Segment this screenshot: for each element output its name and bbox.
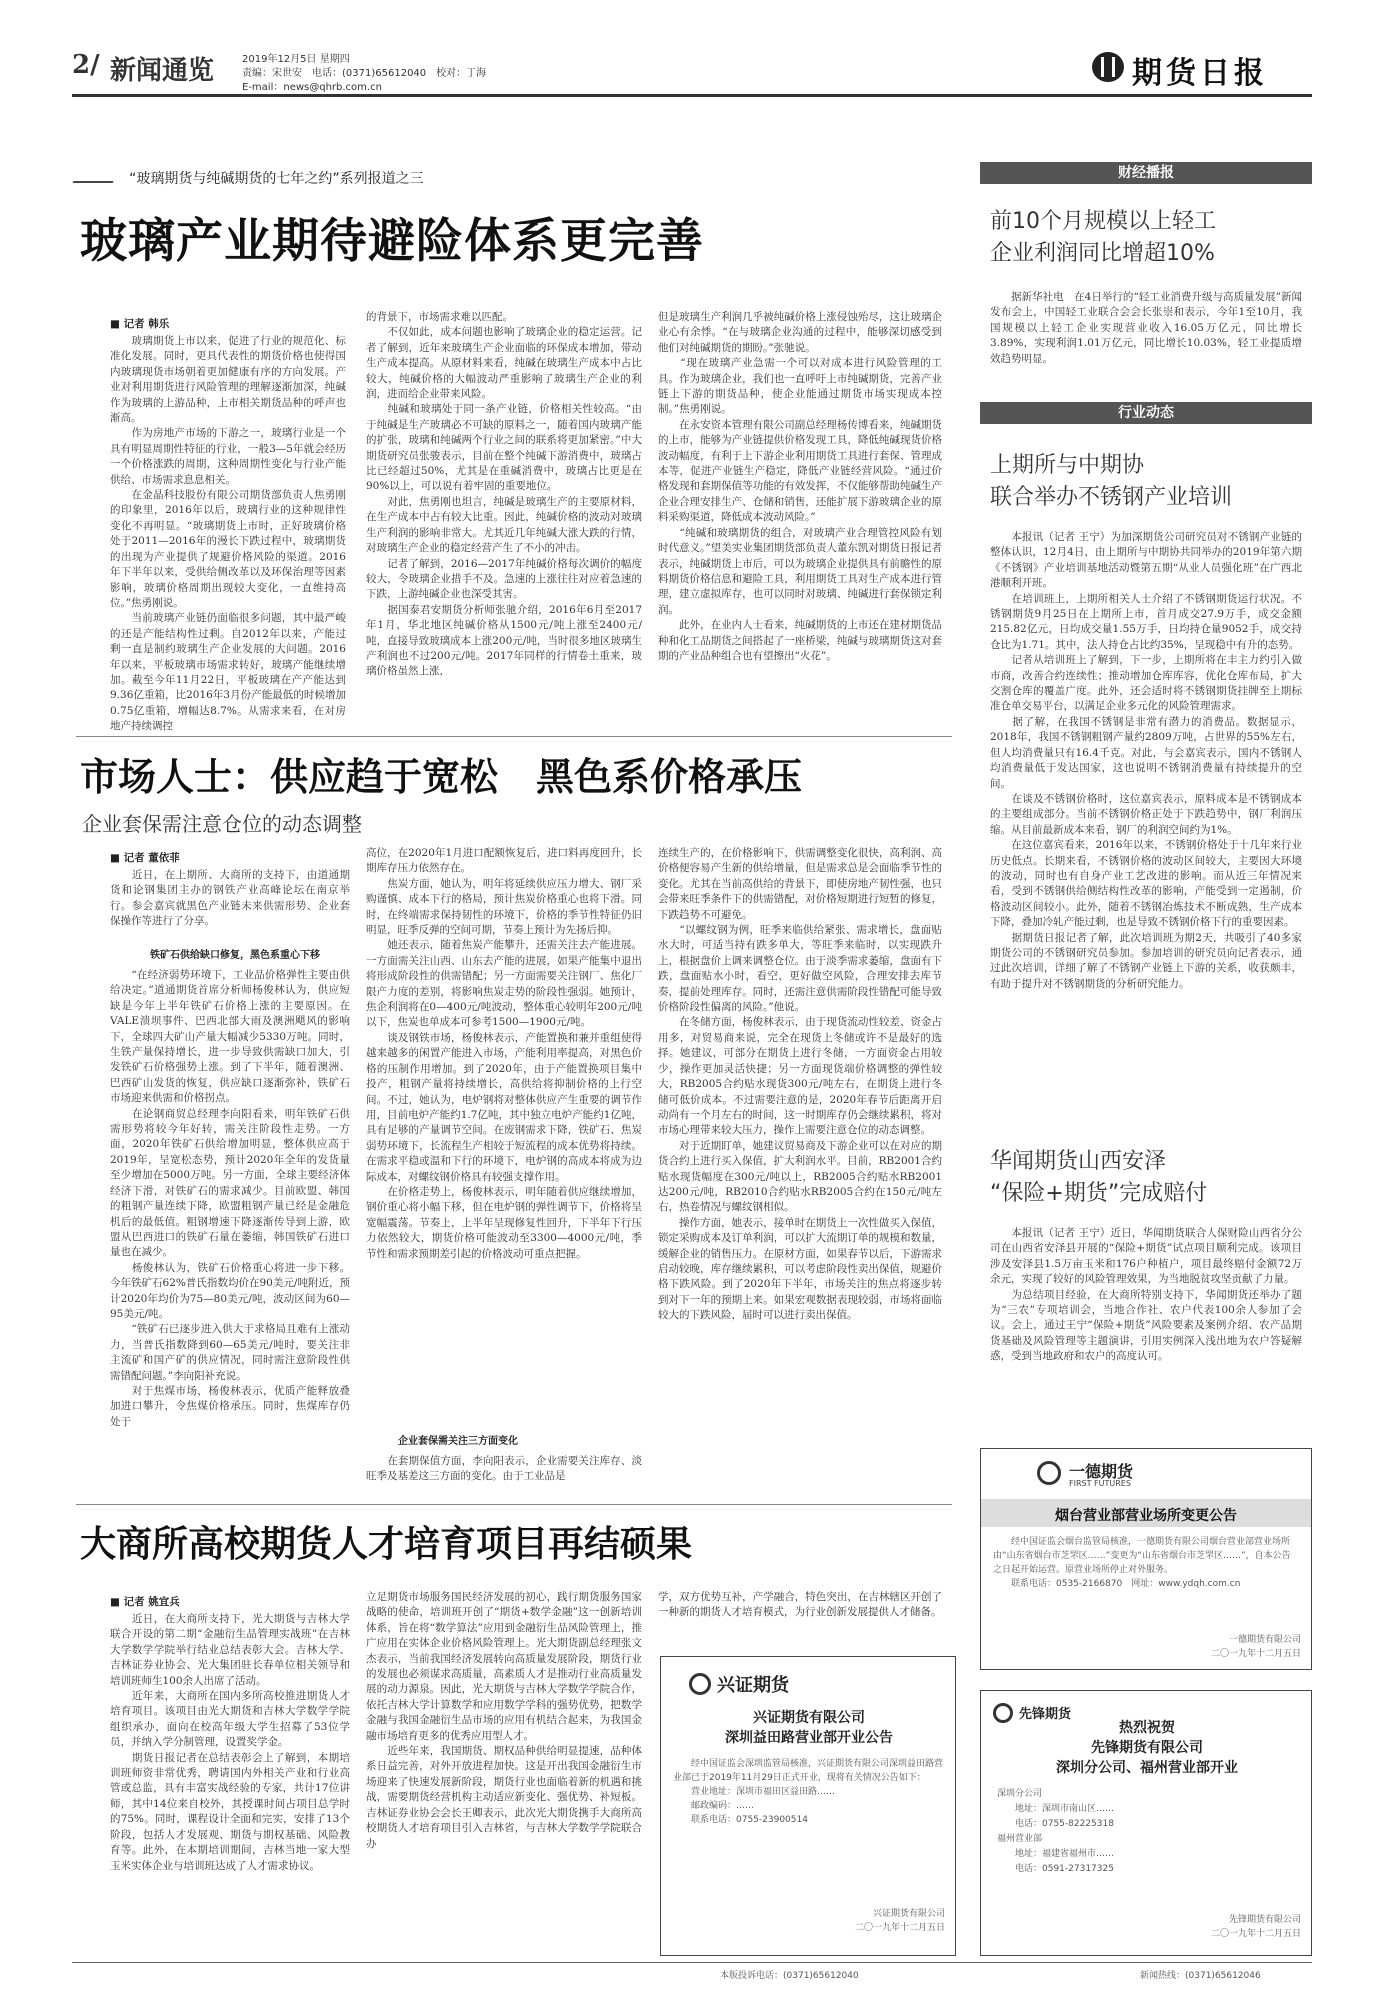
sidebar-title3a: 华闻期货山西安泽 <box>990 1149 1167 1174</box>
article1-col1: 玻璃期货上市以来，促进了行业的规范化、标准化发展。同时，更具代表性的期货价格也使得国内玻璃现货市场朝着更加健康有序的方向发展。产业对利用期货进行风险管理的理解逐渐加深，纯碱作为玻璃的上游品种，上市相关期货品种的呼声也渐高。 作为房地产市场的下游之一，玻璃行业是一个具有明显周期性特征的行业，一般3—5年就会经历一个价格涨跌的周期，这种周期性变化与行业产能供给、市场需求息息相关。 在金晶科技股份有限公司期货部负责人焦勇刚的印象里，2016年以后，玻璃行业的这种规律性变化不再明显。“玻璃期货上市时，正好玻璃价格处于2011—2016年的漫长下跌过程中，玻璃期货的出现为产业提供了规避价格风险的渠道。2016年下半年以来，受供给侧改革以及环保治理等因素影响，玻璃价格周期出现较大变化，一直维持高位。”焦勇刚说。 当前玻璃产业链仍面临很多问题，其中最严峻的还是产能结构性过剩。自2012年以来，产能过剩一直是制约玻璃生产企业发展的大问题。2016年以来，平板玻璃市场需求转好，玻璃产能继续增加。截至今年11月22日，平板玻璃在产产能达到9.36亿重箱，比2016年3月份产能最低的时候增加0.75亿重箱，增幅达8.7%。从需求来看，在对房地产持续调控 <box>110 335 346 733</box>
sidebar-body2: 本报讯（记者 王宁）为加深期货公司研究员对不锈钢产业链的整体认识，12月4日，由上期所与中期协共同举办的2019年第六期《不锈钢》产业培训基地活动暨第五期“从业人员强化班”在广西北港顺利开班。 在培训班上，上期所相关人士介绍了不锈钢期货运行状况。不锈钢期货9月25日在上期所上市，首月成交27.9万手，成交金额215.82亿元，日均成交量1.55万手，日均持仓量9052手，成交持仓比为1.71。其中，法人持仓占比约35%，呈现稳中有升的态势。 记者从培训班上了解到，下一步，上期所将在丰主力约引入做市商，改善合约连续性；推动增加仓库库容，优化仓库布局，扩大交割仓库的覆盖广度。此外，还会适时将不锈钢期货挂牌至上期标准仓单交易平台，以满足企业多元化的风险管理需求。 据了解，在我国不锈钢是非常有潜力的消费品。数据显示，2018年，我国不锈钢粗钢产量约2809万吨，占世界的55%左右，但人均消费量只有16.4千克。对此，与会嘉宾表示，国内不锈钢人均消费量低于发达国家，这也说明不锈钢消费量有持续提升的空间。 在谈及不锈钢价格时，这位嘉宾表示，原料成本是不锈钢成本的主要组成部分。当前不锈钢价格正处于下跌趋势中，钢厂利润压缩。从目前最新成本来看，钢厂的利润空间约为1%。 在这位嘉宾看来，2016年以来，不锈钢价格处于十几年来行业历史低点。长期来看，不锈钢价格的波动区间较大，主要因大环境的波动，同时也有自身产业工艺改进的影响。而从近三年情况来看，受到不锈钢供给侧结构性改革的影响，产能受到一定遏制，价格波动区间较小。此外，随着不锈钢冶炼技术不断成熟，生产成本下降，叠加冷轧产能过剩，也是导致不锈钢价格下行的重要因素。 据期货日报记者了解，此次培训班为期2天，共吸引了40多家期货公司的不锈钢研究员参加。参加培训的研究员向记者表示，通过此次培训，详细了解了不锈钢产业链上下游的关系，收获颇丰，有助于提升对不锈钢期货的分析研究能力。 <box>990 531 1302 990</box>
sidebar-header-industry: 行业动态 <box>980 402 1312 424</box>
xingzheng-ad <box>660 1656 956 1956</box>
xingzheng-title1: 兴证期货有限公司 <box>753 1710 865 1726</box>
xianfeng-body: 深圳分公司 地址：深圳市南山区…… 电话：0755-82225318 福州营业部 地址：福建省福州市…… 电话：0591-27317325 <box>997 1789 1115 1874</box>
sidebar-title1a: 前10个月规模以上轻工 <box>990 209 1216 234</box>
yide-ad <box>980 1448 1312 1670</box>
date-line: 2019年12月5日 星期四 <box>242 54 350 65</box>
article1-byline: ■ 记者 韩乐 <box>110 318 170 330</box>
article2-subhead2: 企业套保需关注三方面变化 <box>398 1436 518 1447</box>
article2-subtitle: 企业套保需注意仓位的动态调整 <box>82 812 362 836</box>
section-name: 新闻通览 <box>110 56 215 86</box>
article3-headline: 大商所高校期货人才培育项目再结硕果 <box>80 1523 693 1565</box>
xingzheng-body: 经中国证监会深圳监管局核准，兴证期货有限公司深圳益田路营业部已于2019年11月29日正式开业，现将有关情况公告如下： 营业地址：深圳市福田区益田路…… 邮政编码：…… 联系电话：0755-23900514 <box>673 1759 944 1825</box>
article2-col2b: 在套期保值方面，李向阳表示，企业需要关注库存、淡旺季及基差这三方面的变化。由于工业品是 <box>366 1455 642 1483</box>
article2-col3: 连续生产的，在价格影响下，供需调整变化很快，高利润、高价格便容易产生新的供给增量，但是需求总是会面临季节性的变化。尤其在当前高供给的背景下，即使房地产韧性强，也只会带来旺季条件下的供需错配，对价格短期进行短暂的修复，下跌趋势不可避免。 “以螺纹钢为例，旺季来临供给紧张、需求增长，盘面贴水大时，可适当持有跌多单大，等旺季来临时，以实现跌升上，根据盘价上调来调整仓位。由于淡季需求萎缩，盘面有下跌，盘面贴水小时，看空，更好做空风险，合理安排去库节奏，提前处理库存。同时，还需注意供需阶段性错配可能导致价格阶段性偏离的风险。”他说。 在冬储方面，杨俊林表示，由于现货流动性较差、资金占用多，对贸易商来说，完全在现货上冬储或许不是最好的选择。她建议，可部分在期货上进行冬储，一方面资金占用较少，操作更加灵活快捷；另一方面现货端价格调整的弹性较大，RB2005合约贴水现货300元/吨左右，在期货上进行冬储可低价成本。不过需要注意的是，2020年春节后距离开启动尚有一个月左右的时间，这一时期库存仍会继续累积，将对市场心理带来较大压力，操作上需要注意仓位的动态调整。 对于近期盯单，她建议贸易商及下游企业可以在对应的期货合约上进行买入保值，扩大利润水平。目前，RB2001合约贴水现货幅度在300元/吨以上，RB2005合约贴水RB2001达200元/吨，RB2010合约贴水RB2005合约在150元/吨左右，热卷情况与螺纹钢相似。 操作方面，她表示，接单时在期货上一次性做买入保值，锁定采购成本及订单利润，可以扩大流期订单的规模和数量，缓解企业的销售压力。在原材方面，如果春节以后，下游需求启动较晚，库存继续累积，可以考虑阶段性卖出保值，规避价格下跌风险。到了2020年下半年，市场关注的焦点将逐步转到对下一年的预期上来。如果宏观数据表现较弱，市场将面临较大的下跌风险，届时可以进行卖出保值。 <box>658 847 942 1322</box>
article3-col2: 立足期货市场服务国民经济发展的初心，践行期货服务国家战略的使命，培训班开创了“期货+数学金融”这一创新培训体系，旨在将“数学算法”应用到金融衍生品风险管理上，推广应用在实体企业价格风险管理上。光大期货副总经理张文杰表示，当前我国经济发展转向高质量发展阶段，期货行业的发展也必须谋求高质量，高素质人才是推动行业高质量发展的动力源泉。因此，光大期货与吉林大学数学学院合作，依托吉林大学计算数学和应用数学学科的强势优势，把数学金融与我国金融衍生品市场的应用有机结合起来，为我国金融市场培育更多的优秀应用型人才。 近些年来，我国期货、期权品种供给明显提速，品种体系日益完善，对外开放进程加快。这是开出我国金融衍生市场迎来了快速发展新阶段，期货行业也面临着新的机遇和挑战，需要期货经营机构主动适应新变化、强优势、补短板。吉林证券业协会会长王卿表示，此次光大期货携手大商所高校期货人才培育项目引入吉林省，与吉林大学数学学院联合办 <box>366 1591 642 1850</box>
pen-icon <box>73 171 120 183</box>
xianfeng-title1: 热烈祝贺 <box>1119 1720 1175 1736</box>
article1-col3: 但是玻璃生产利润几乎被纯碱价格上涨侵蚀殆尽，这让玻璃企业心有余悸。“在与玻璃企业沟通的过程中，能够深切感受到他们对纯碱期货的期盼。”张驰说。 “现在玻璃产业急需一个可以对成本进行风险管理的工具。作为玻璃企业，我们也一直呼吁上市纯碱期货，完善产业链上下游的期货品种，使企业能通过期货市场实现成本控制。”焦勇刚说。 在永安资本管理有限公司副总经理杨传博看来，纯碱期货的上市，能够为产业链提供价格发现工具，降低纯碱现货价格波动幅度，有利于上下游企业利用期货工具进行套保、管理成本等，促进产业链生产稳定，降低产业链经营风险。“通过价格发现和套期保值等功能的有效发挥，不仅能够帮助纯碱生产企业合理安排生产、仓储和销售，还能扩展下游玻璃企业的原料采购渠道，降低成本波动风险。” “纯碱和玻璃期货的组合，对玻璃产业合理管控风险有划时代意义。”望美实业集团期货部负责人董东凯对期货日报记者表示，纯碱期货上市后，可以为玻璃企业提供具有前瞻性的原料期货价格信息和避险工具，利用期货工具对生产成本进行管理，建立虚拟库存，也可以同时对玻璃、纯碱进行套保锁定利润。 此外，在业内人士看来，纯碱期货的上市还在建材期货品种和化工品期货之间搭起了一座桥梁，纯碱与玻璃期货这对套期的产业品种组合也有望擦出“火花”。 <box>658 311 942 662</box>
xianfeng-title2: 先锋期货有限公司 <box>1091 1740 1203 1756</box>
xianfeng-ad <box>980 1690 1312 1956</box>
article2-col2a: 高位，在2020年1月进口配额恢复后，进口料再度回升，长期库存压力依然存在。 焦炭方面，她认为，明年将延续供应压力增大、钢厂采购谨慎、成本下行的格局，预计焦炭价格重心也将下滑。同时，在终端需求保持韧性的环境下，价格的季节性特征仍旧明显，旺季反弹的空间可期，节奏上预计为先扬后抑。 她还表示，随着焦炭产能攀升，还需关注去产能进展。一方面需关注山西、山东去产能的进展，如果产能集中退出将形成阶段性的供需错配；另一方面需要关注钢厂、焦化厂限产力度的差别，将影响焦炭走势的阶段性强弱。她预计，焦企利润将在0—400元/吨波动，整体重心较明年200元/吨以下，焦炭也单成本可参考1500—1900元/吨。 谈及钢铁市场，杨俊林表示，产能置换和兼并重组使得越来越多的闲置产能进入市场，产能利用率提高，对黑色价格的压制作用增加。到了2020年，由于产能置换项目集中投产，粗钢产量将持续增长，高供给将抑制价格的上行空间。不过，她认为，电炉钢将对整体供应产生重要的调节作用，目前电炉产能约1.7亿吨，其中独立电炉产能约1亿吨，具有足够的产量调节空间。在废钢需求下降，铁矿石、焦炭弱势环境下，长流程生产相较于短流程的成本优势将持续。在需求平稳或温和下行的环境下，电炉钢的高成本将成为边际成本，对螺纹钢价格具有较强支撑作用。 在价格走势上，杨俊林表示，明年随着供应继续增加，钢价重心将小幅下移，但在电炉钢的弹性调节下，价格将呈宽幅震荡。节奏上，上半年呈现修复性回升，下半年下行压力依然较大，期货价格可能波动至3300—4000元/吨，季节性和需求预期差引起的价格波动可重点把握。 <box>366 847 642 1260</box>
sidebar-title3b: “保险+期货”完成赔付 <box>990 1181 1208 1206</box>
yide-brand: 一德期货 <box>1069 1462 1134 1481</box>
series-text: “玻璃期货与纯碱期货的七年之约”系列报道之三 <box>129 171 424 187</box>
sidebar-body3: 本报讯（记者 王宁）近日，华闻期货联合人保财险山西省分公司在山西省安泽县开展的“保险+期货”试点项目顺利完成。该项目涉及安泽县1.5万亩玉米和176户种植户，项目最终赔付金额72万余元，实现了较好的风险管理效果，为当地脱贫攻坚贡献了力量。 为总结项目经验，在大商所特别支持下，华闻期货还举办了题为“三农”专项培训会，当地合作社、农户代表100余人参加了会议。会上，通过王宁“保险+期货”风险要素及案例介绍、农产品期货基础及风险管理等主题演讲，引用实例深入浅出地为农户答疑解惑，受到当地政府和农户的高度认可。 <box>990 1227 1302 1363</box>
yide-logo-icon <box>1037 1461 1061 1485</box>
email-line: E-mail：news@qhrb.com.cn <box>242 82 382 93</box>
yide-brand-en: FIRST FUTURES <box>1069 1479 1131 1488</box>
xingzheng-logo-icon <box>689 1673 711 1695</box>
paper-name: 期货日报 <box>1132 56 1268 91</box>
sidebar-body1: 据新华社电 在4日举行的“轻工业消费升级与高质量发展”新闻发布会上，中国轻工业联合会会长张崇和表示，今年1至10月，我国规模以上轻工企业实现营业收入16.05万亿元，同比增长3.89%，实现利润1.01万亿元，同比增长10.03%，轻工业提质增效趋势明显。 <box>990 291 1302 365</box>
article3-col3: 学，双方优势互补，产学融合，特色突出，在吉林辖区开创了一种新的期货人才培育模式，为行业创新发展提供人才储备。 <box>658 1591 942 1619</box>
xianfeng-title3: 深圳分公司、福州营业部开业 <box>1056 1760 1238 1776</box>
sidebar-title2b: 联合举办不锈钢产业培训 <box>990 485 1233 510</box>
yide-body: 经中国证监会烟台监管局核准，一德期货有限公司烟台营业部营业场所由“山东省烟台市芝罘区……”变更为“山东省烟台市芝罘区……”，自本公告之日起开始运营。原营业场所停止对外服务。 联系电话：0535-2166870 网址：www.ydqh.com.cn <box>993 1537 1291 1589</box>
footer-rule <box>72 1962 1312 1963</box>
xingzheng-brand: 兴证期货 <box>717 1675 789 1696</box>
sidebar-title2a: 上期所与中期协 <box>990 453 1145 478</box>
xingzheng-title2: 深圳益田路营业部开业公告 <box>725 1730 893 1746</box>
article3-col1: 近日，在大商所支持下，光大期货与吉林大学联合开设的第二期“金融衍生品管理实战班”在吉林大学数学学院举行结业总结表彰大会。吉林大学、吉林证券业协会、光大集团驻长春单位相关领导和培训班师生100余人出席了活动。 近年来，大商所在国内多所高校推进期货人才培育项目。该项目由光大期货和吉林大学数学学院组织承办，面向在校高年级大学生招募了53位学员，并纳入学分制管理，设置奖学金。 期货日报记者在总结表彰会上了解到，本期培训班师资非常优秀，聘请国内外相关产业和行业高管或总监，具有丰富实战经验的专家，共计17位讲师，其中14位来自校外，其授课时间占项目总学时的75%。同时，课程设计全面和完实，安排了13个阶段，包括人才发展观、期货与期权基础、风险教育等。此外，在本期培训期间，吉林当地一家大型玉米实体企业与培训班达成了人才需求协议。 <box>110 1613 350 1872</box>
paper-logo <box>1092 48 1312 91</box>
yide-title: 烟台营业部营业场所变更公告 <box>1055 1508 1237 1524</box>
footer-right: 新闻热线：(0371)65612046 <box>1140 1971 1261 1981</box>
editor-line: 责编：宋世安 电话：(0371)65612040 校对：丁海 <box>242 68 487 79</box>
xianfeng-footer: 先锋期货有限公司 二〇一九年十二月五日 <box>1210 1915 1301 1939</box>
article3-byline: ■ 记者 姚宜兵 <box>110 1596 180 1608</box>
article2-headline: 市场人士：供应趋于宽松 黑色系价格承压 <box>80 754 803 799</box>
series-label <box>76 168 676 192</box>
xianfeng-brand: 先锋期货 <box>1019 1707 1072 1722</box>
article2-col1b: “在经济弱势环境下，工业品价格弹性主要由供给决定。”道通期货首席分析师杨俊林认为，供应短缺是今年上半年铁矿石价格上涨的主要原因。在VALE溃坝事件、巴西北部大雨及澳洲飓风的影响下，全球四大矿山产量大幅减少5330万吨。同时，生铁产量保持增长，进一步导致供需缺口加大，引发铁矿石价格强势上涨。到了下半年，随着澳洲、巴西矿山发货的恢复，供应缺口逐渐弥补，铁矿石市场迎来供需和价格拐点。 在论钢商贸总经理李向阳看来，明年铁矿石供需形势将较今年好转，需关注阶段性走势。一方面，2020年铁矿石供给增加明显，整体供应高于2019年，呈宽松态势，预计2020年全年的发货量至少增加在5000万吨。另一方面，全球主要经济体经济下滑，对铁矿石的需求减少。目前欧盟、韩国的粗钢产量连续下降，欧盟粗钢产量已经是金融危机后的最低值。粗钢增速下降逐渐传导到上游，欧盟从巴西进口的铁矿石量在萎缩，韩国铁矿石进口量也在减少。 杨俊林认为，铁矿石价格重心将进一步下移。今年铁矿石62%普氏指数均价在90美元/吨附近，预计2020年均价为75—80美元/吨，波动区间为60—95美元/吨。 “铁矿石已逐步进入供大于求格局且难有上涨动力，当普氏指数降到60—65美元/吨时，要关注非主流矿和国产矿的供应情况，同时需注意阶段性供需错配问题。”李向阳补充说。 对于焦煤市场，杨俊林表示，优质产能释放叠加进口攀升，令焦煤价格承压。同时，焦煤库存仍处于 <box>110 969 350 1428</box>
page-number: 2/ <box>72 50 100 80</box>
sidebar-header-finance: 财经播报 <box>980 162 1312 184</box>
article-divider <box>76 736 952 737</box>
yide-footer: 一德期货有限公司 二〇一九年十二月五日 <box>1210 1635 1301 1659</box>
article2-subhead1: 铁矿石供给缺口修复，黑色系重心下移 <box>150 950 320 961</box>
article2-col1a: 近日，在上期所、大商所的支持下，由道通期货和论钢集团主办的钢铁产业高峰论坛在南京举行。参会嘉宾就黑色产业链未来供需形势、企业套保操作等进行了分享。 <box>110 869 350 928</box>
masthead <box>72 48 1312 100</box>
article1-headline: 玻璃产业期待避险体系更完善 <box>80 214 704 269</box>
footer-left: 本版投诉电话：(0371)65612040 <box>720 1971 859 1981</box>
sidebar-title1b: 企业利润同比增超10% <box>990 241 1215 266</box>
article2-byline: ■ 记者 董依菲 <box>110 852 180 864</box>
article1-col2: 的背景下，市场需求难以匹配。 不仅如此，成本问题也影响了玻璃企业的稳定运营。记者了解到，近年来玻璃生产企业面临的环保成本增加，带动生产成本提高。从原材料来看，纯碱在玻璃生产成本中占比较大，纯碱价格的大幅波动严重影响了玻璃生产企业的利润，进而给企业带来风险。 纯碱和玻璃处于同一条产业链，价格相关性较高。“由于纯碱是生产玻璃必不可缺的原料之一，随着国内玻璃产能的扩张，玻璃和纯碱两个行业之间的联系将更加紧密。”中大期货研究员张骏表示，目前在整个纯碱下游消费中，玻璃占比已经超过50%，尤其是在重碱消费中，玻璃占比更是在90%以上，可以说有着牢固的重要地位。 对此，焦勇刚也坦言，纯碱是玻璃生产的主要原材料，在生产成本中占有较大比重。因此，纯碱价格的波动对玻璃生产利润的影响非常大。尤其近几年纯碱大涨大跌的行情，对玻璃生产企业的稳定经营产生了不小的冲击。 记者了解到，2016—2017年纯碱价格每次调价的幅度较大，令玻璃企业措手不及。急速的上涨往往对应着急速的下跌，上游纯碱企业也深受其害。 据国泰君安期货分析师张驰介绍，2016年6月至2017年1月，华北地区纯碱价格从1500元/吨上涨至2400元/吨，直接导致玻璃成本上涨200元/吨，当时很多地区玻璃生产利润也不过200元/吨。2017年同样的行情卷土重来，玻璃价格虽然上涨， <box>366 311 642 678</box>
xingzheng-footer: 兴证期货有限公司 二〇一九年十二月五日 <box>854 1909 945 1933</box>
masthead-rule <box>72 94 1312 97</box>
article-divider-2 <box>76 1504 952 1505</box>
